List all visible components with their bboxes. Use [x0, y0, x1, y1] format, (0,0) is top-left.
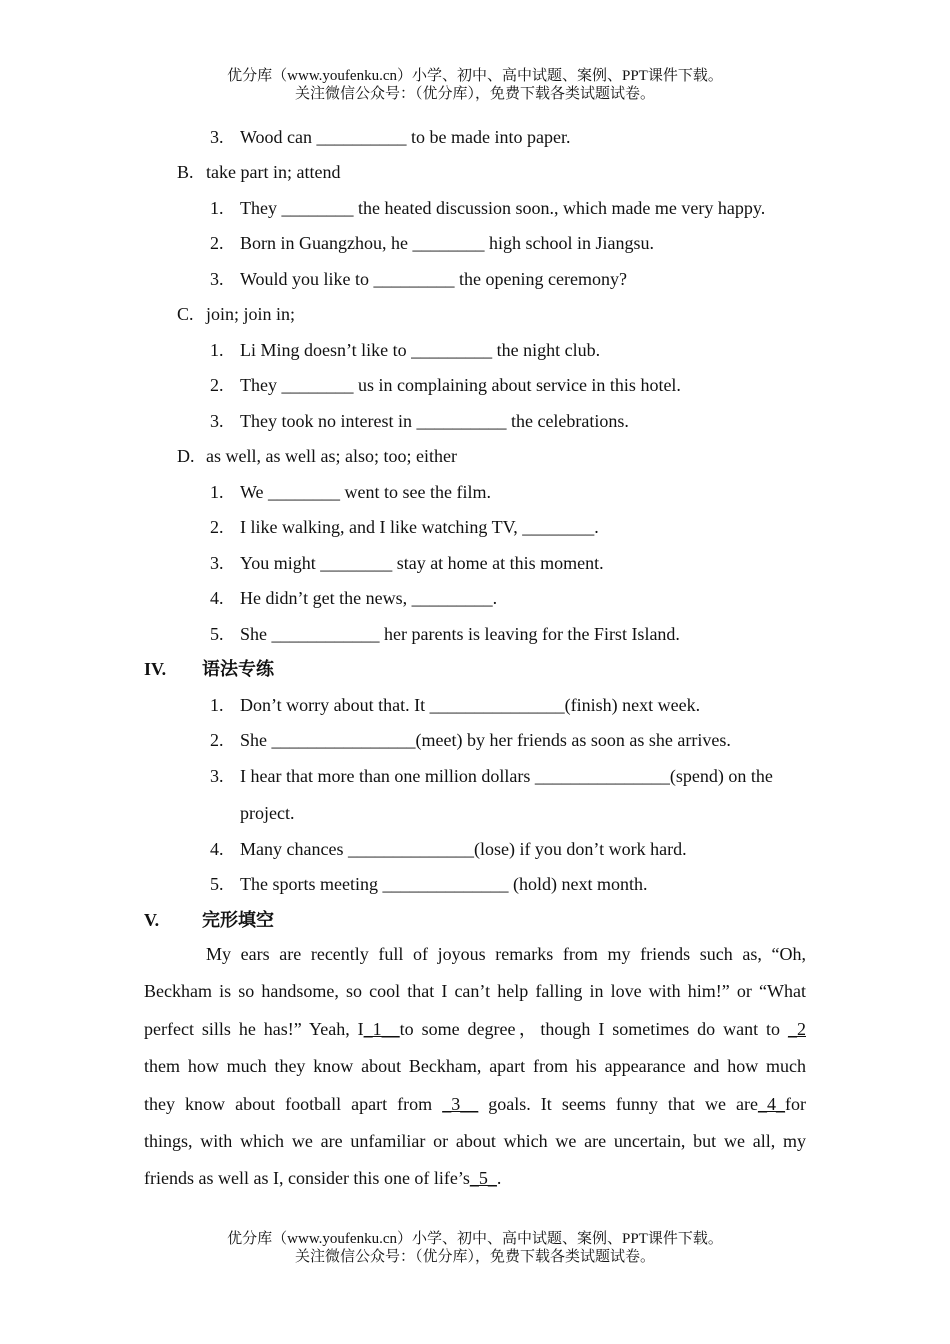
item-c3: [210, 410, 629, 432]
cloze-passage: [144, 936, 806, 1198]
item-text: Don’t worry about that. It _______________(finish) next week.: [240, 695, 701, 715]
item-b2: [210, 232, 654, 254]
passage-line-1: My ears are recently full of joyous remarks from my friends such as, “Oh,: [206, 944, 806, 964]
item-text: Li Ming doesn’t like to _________ the night club.: [240, 340, 601, 360]
item-number: 2.: [210, 233, 224, 253]
item-text: Wood can __________ to be made into paper.: [240, 127, 571, 147]
item-d2: [210, 516, 599, 538]
page-header: [0, 67, 950, 103]
item-text: Born in Guangzhou, he ________ high school in Jiangsu.: [240, 233, 654, 253]
item-b1: [210, 197, 766, 219]
blank-4: _4_: [757, 1093, 785, 1114]
item-number: B.: [177, 162, 194, 182]
section-d-heading: [177, 445, 457, 467]
item-number: 1.: [210, 340, 224, 360]
item-d4: [210, 587, 498, 609]
item-iv1: [210, 694, 701, 716]
item-iv4: [210, 838, 687, 860]
item-c1: [210, 339, 601, 361]
item-iv2: [210, 729, 731, 751]
item-number: C.: [177, 304, 194, 324]
item-text: Would you like to _________ the opening ceremony?: [240, 269, 627, 289]
item-b3: [210, 268, 627, 290]
item-text: She ____________ her parents is leaving for the First Island.: [240, 624, 680, 644]
item-number: 3.: [210, 127, 224, 147]
section-v-heading: [144, 909, 274, 931]
item-iv5: [210, 873, 648, 895]
page-footer: [0, 1230, 950, 1266]
item-number: 2.: [210, 517, 224, 537]
item-number: 4.: [210, 588, 224, 608]
item-number: 3.: [210, 553, 224, 573]
section-title: 语法专练: [202, 659, 274, 679]
passage-line-6: things, with which we are unfamiliar or about which we are uncertain, but we all, my: [144, 1131, 806, 1152]
passage-line-4: them how much they know about Beckham, apart from his appearance and how much: [144, 1056, 806, 1077]
item-number: 2.: [210, 375, 224, 395]
item-d5: [210, 623, 680, 645]
section-iv-heading: [144, 658, 274, 680]
section-number: V.: [144, 910, 160, 930]
header-line-2: 关注微信公众号：（优分库），免费下载各类试题试卷。: [294, 86, 655, 102]
item-text: They ________ us in complaining about service in this hotel.: [240, 375, 681, 395]
item-number: 1.: [210, 695, 224, 715]
item-iv3: [210, 765, 773, 787]
blank-2: _2: [788, 1018, 806, 1039]
passage-line-5: they know about football apart from _3__ goals. It seems funny that we are_4_for: [144, 1093, 806, 1114]
header-line-1: 优分库（www.youfenku.cn）小学、初中、高中试题、案例、PPT课件下载。: [227, 68, 723, 84]
footer-line-1: 优分库（www.youfenku.cn）小学、初中、高中试题、案例、PPT课件下载。: [227, 1231, 723, 1247]
passage-line-3: perfect sills he has!” Yeah, I_1__to some degree，though I sometimes do want to _2: [144, 1018, 806, 1039]
item-text: He didn’t get the news, _________.: [240, 588, 498, 608]
item-number: 3.: [210, 411, 224, 431]
blank-1: _1__: [363, 1018, 400, 1039]
item-text: join; join in;: [206, 304, 296, 324]
item-text: as well, as well as; also; too; either: [206, 446, 457, 466]
item-c2: [210, 374, 681, 396]
item-number: D.: [177, 446, 195, 466]
item-text: I hear that more than one million dollars _______________(spend) on the: [240, 766, 773, 786]
item-text: Many chances ______________(lose) if you don’t work hard.: [240, 839, 687, 859]
section-b-heading: [177, 161, 341, 183]
blank-3: _3__: [442, 1093, 479, 1114]
section-number: IV.: [144, 659, 167, 679]
item-text: They took no interest in __________ the celebrations.: [240, 411, 629, 431]
item-number: 4.: [210, 839, 224, 859]
item-number: 1.: [210, 198, 224, 218]
blank-5: _5_: [469, 1168, 497, 1189]
section-c-heading: [177, 303, 296, 325]
item-number: 5.: [210, 624, 224, 644]
item-number: 5.: [210, 874, 224, 894]
item-number: 3.: [210, 269, 224, 289]
item-a3: [210, 126, 571, 148]
item-text: take part in; attend: [206, 162, 341, 182]
item-d1: [210, 481, 491, 503]
section-title: 完形填空: [202, 910, 274, 930]
item-text: I like walking, and I like watching TV, ________.: [240, 517, 599, 537]
item-number: 3.: [210, 766, 224, 786]
footer-line-2: 关注微信公众号：（优分库），免费下载各类试题试卷。: [294, 1249, 655, 1265]
item-number: 2.: [210, 730, 224, 750]
item-iv3-continued: project.: [240, 803, 295, 823]
item-d3: [210, 552, 604, 574]
item-text: You might ________ stay at home at this moment.: [240, 553, 604, 573]
passage-line-2: Beckham is so handsome, so cool that I can’t help falling in love with him!” or “What: [144, 981, 806, 1002]
passage-line-7: friends as well as I, consider this one of life’s_5_.: [144, 1168, 502, 1189]
item-text: They ________ the heated discussion soon., which made me very happy.: [240, 198, 766, 218]
item-text: She ________________(meet) by her friends as soon as she arrives.: [240, 730, 731, 750]
item-number: 1.: [210, 482, 224, 502]
item-text: The sports meeting ______________ (hold) next month.: [240, 874, 648, 894]
item-text: We ________ went to see the film.: [240, 482, 491, 502]
